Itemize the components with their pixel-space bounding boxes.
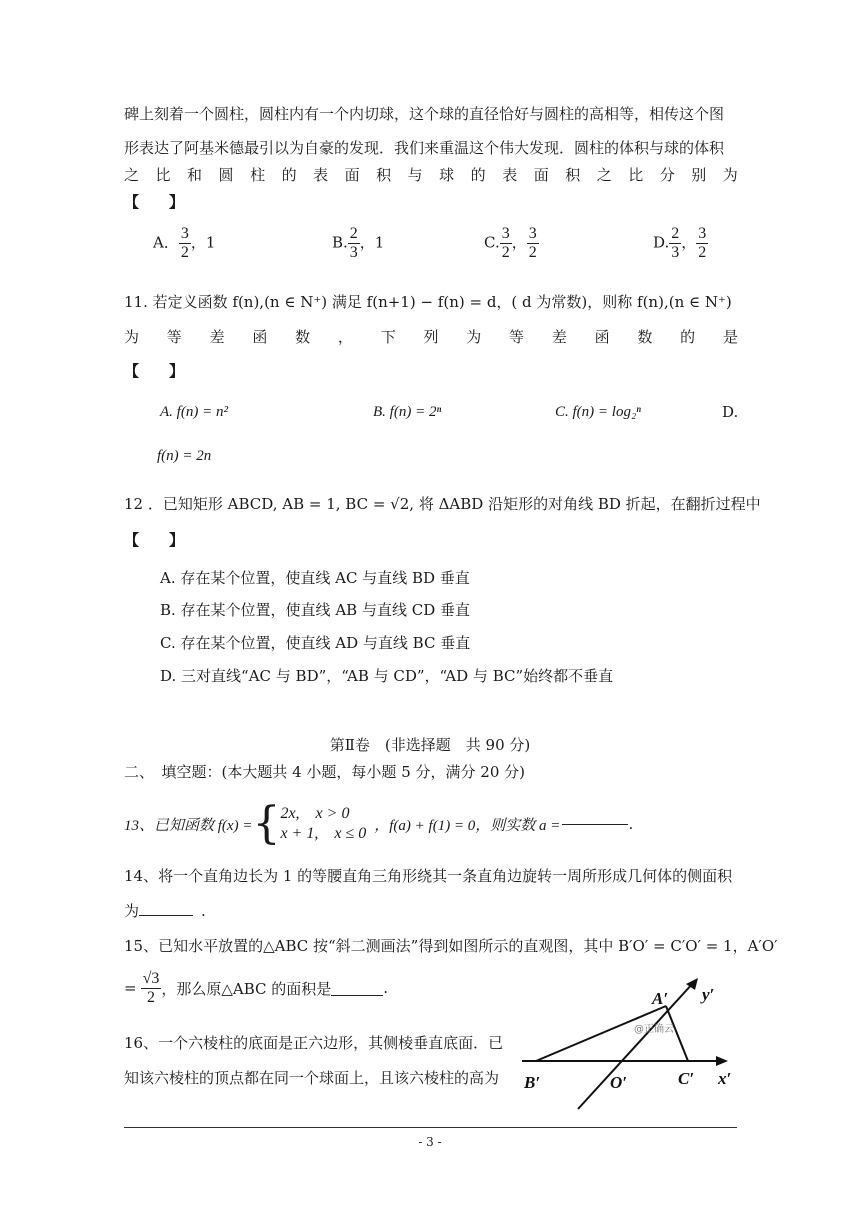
q11-option-d-expr: f(n) = 2n — [157, 448, 212, 464]
q10-stem-line1: 碑上刻着一个圆柱，圆柱内有一个内切球，这个球的直径恰好与圆柱的高相等，相传这个图 — [124, 105, 725, 123]
y-axis — [578, 982, 694, 1109]
q12-stem: 12 ．已知矩形 ABCD, AB = 1, BC = √2, 将 ΔABD 沿矩形的对角线 BD 折起，在翻折过程中 — [124, 495, 761, 513]
q14-stem-line1: 14、将一个直角边长为 1 的等腰直角三角形绕其一条直角边旋转一周所形成几何体的侧面积 — [124, 867, 733, 885]
piecewise-cases: 2x, x > 0 x + 1, x ≤ 0 — [280, 805, 367, 842]
label-o: O′ — [610, 1073, 628, 1092]
q14-stem-line2: 为 . — [124, 902, 206, 920]
q10-option-b: B. $\frac{2}{3}$ ，1 — [332, 225, 385, 261]
q11-option-d-label: D. — [722, 403, 739, 421]
fraction: $\frac{3}{2}$ — [180, 225, 189, 261]
q11-option-c: C. f(n) = log₂ⁿ — [555, 404, 641, 420]
q15-stem-line1: 15、已知水平放置的△ABC 按“斜二测画法”得到如图所示的直观图，其中 B′O′ = C′O′ = 1，A′O′ — [124, 937, 778, 955]
q10-option-a: A． $\frac{3}{2}$ ，1 — [153, 225, 216, 261]
label-y: y′ — [702, 985, 715, 1004]
watermark: @正确云 — [634, 1024, 674, 1035]
fraction: $\frac{√3}{2}$ — [142, 969, 160, 1006]
q15-stem-line2: = $\frac{√3}{2}$ ，那么原△ABC 的面积是 . — [124, 969, 389, 1006]
q12-option-d: D. 三对直线“AC 与 BD”，“AB 与 CD”，“AD 与 BC”始终都不垂直 — [160, 667, 614, 685]
fraction: $\frac{2}{3}$ — [671, 225, 680, 261]
page-number: - 3 - — [418, 1135, 442, 1149]
q11-stem-line1: 11. 若定义函数 f(n),(n ∈ N⁺) 满足 f(n+1) − f(n) = d，( d 为常数)，则称 f(n),(n ∈ N⁺) — [124, 293, 732, 311]
q15-answer-blank[interactable] — [331, 981, 383, 996]
q10-stem-line2: 形表达了阿基米德最引以为自豪的发现．我们来重温这个伟大发现．圆柱的体积与球的体积 — [124, 139, 725, 157]
label-c: C′ — [678, 1069, 695, 1088]
q12-option-b: B. 存在某个位置，使直线 AB 与直线 CD 垂直 — [160, 601, 470, 619]
oblique-projection-figure — [518, 978, 742, 1112]
q11-stem-line2: 为 等 差 函 数 ， 下 列 为 等 差 函 数 的 是 — [124, 328, 738, 346]
q10-stem-line3: 之 比 和 圆 柱 的 表 面 积 与 球 的 表 面 积 之 比 分 别 为 — [124, 166, 738, 184]
fraction: $\frac{3}{2}$ — [528, 225, 537, 261]
x-axis-arrow-icon — [716, 1056, 728, 1066]
footer-rule — [124, 1127, 737, 1128]
q14-answer-blank[interactable] — [139, 901, 193, 916]
fraction: $\frac{3}{2}$ — [698, 225, 707, 261]
fraction: $\frac{3}{2}$ — [501, 225, 510, 261]
q10-option-c: C. $\frac{3}{2}$ ， $\frac{3}{2}$ — [484, 225, 537, 261]
label-a: A′ — [652, 989, 669, 1008]
q12-option-c: C. 存在某个位置，使直线 AD 与直线 BC 垂直 — [160, 634, 471, 652]
q16-stem-line1: 16、一个六棱柱的底面是正六边形，其侧棱垂直底面．已 — [124, 1034, 504, 1052]
left-brace-icon: { — [252, 798, 281, 849]
part2-title: 第Ⅱ卷 (非选择题 共 90 分) — [329, 736, 531, 754]
label-b: B′ — [524, 1073, 541, 1092]
fill-in-section-header: 二、 填空题：(本大题共 4 小题，每小题 5 分，满分 20 分) — [124, 763, 525, 781]
q12-answer-bracket: 【 】 — [124, 531, 185, 549]
q10-option-d: D. $\frac{2}{3}$ ， $\frac{3}{2}$ — [653, 225, 707, 261]
q11-option-b: B. f(n) = 2ⁿ — [373, 404, 442, 420]
q11-option-a: A. f(n) = n² — [160, 404, 228, 420]
fraction: $\frac{2}{3}$ — [349, 225, 358, 261]
q16-stem-line2: 知该六棱柱的顶点都在同一个球面上，且该六棱柱的高为 — [124, 1069, 500, 1087]
q10-answer-bracket: 【 】 — [124, 193, 185, 211]
label-x: x′ — [718, 1069, 732, 1088]
q13: 13、已知函数 f(x) = { 2x, x > 0 x + 1, x ≤ 0 ，f(a) + f(1) = 0，则实数 a = . — [124, 798, 634, 849]
q13-answer-blank[interactable] — [562, 824, 628, 825]
q12-option-a: A. 存在某个位置，使直线 AC 与直线 BD 垂直 — [160, 569, 470, 587]
q11-answer-bracket: 【 】 — [124, 362, 185, 380]
